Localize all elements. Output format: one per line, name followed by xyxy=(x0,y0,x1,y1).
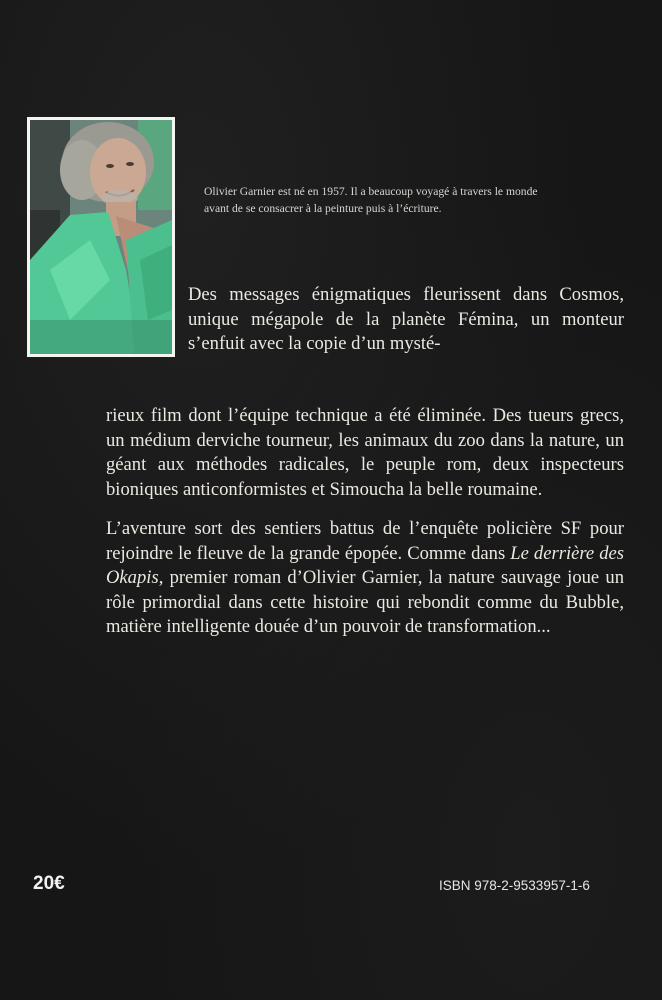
blurb-paragraph-2 xyxy=(106,517,624,640)
blurb-paragraph-1-top: Des messages énigmatiques fleurissent dans Cosmos, unique mégapole de la planète Fémina, un monteur s’enfuit avec la copie d’un mysté- xyxy=(188,284,624,355)
price-label: 20€ xyxy=(33,873,65,894)
blurb-paragraph-1-bottom: rieux film dont l’équipe technique a été éliminée. Des tueurs grecs, un médium derviche tourneur, les animaux du zoo dans la nature, un géant aux méthodes radicales, le peuple rom, deux inspecteurs bioniques anticonformistes et Simoucha la belle roumaine. xyxy=(106,405,624,500)
isbn-number: ISBN 978-2-9533957-1-6 xyxy=(439,878,590,893)
blurb-paragraph-2-intro: L’aventure sort des sentiers battus de l’enquête policière SF pour rejoindre le fleuve de la grande épopée. Comme dans xyxy=(106,518,624,564)
author-bio-line-2: avant de se consacrer à la peinture puis à l’écriture. xyxy=(204,202,442,215)
author-bio-line-1: Olivier Garnier est né en 1957. Il a beaucoup voyagé à travers le monde xyxy=(204,185,538,198)
author-biography xyxy=(204,183,624,217)
author-portrait-image xyxy=(30,120,172,354)
blurb-paragraph-2-rest: , premier roman d’Olivier Garnier, la nature sauvage joue un rôle primordial dans cette histoire qui rebondit comme du Bubble, matière intelligente douée d’un pouvoir de transformation... xyxy=(106,567,624,638)
book-title-reference: Le derrière des Okapis xyxy=(106,542,625,589)
author-photo xyxy=(27,117,175,357)
